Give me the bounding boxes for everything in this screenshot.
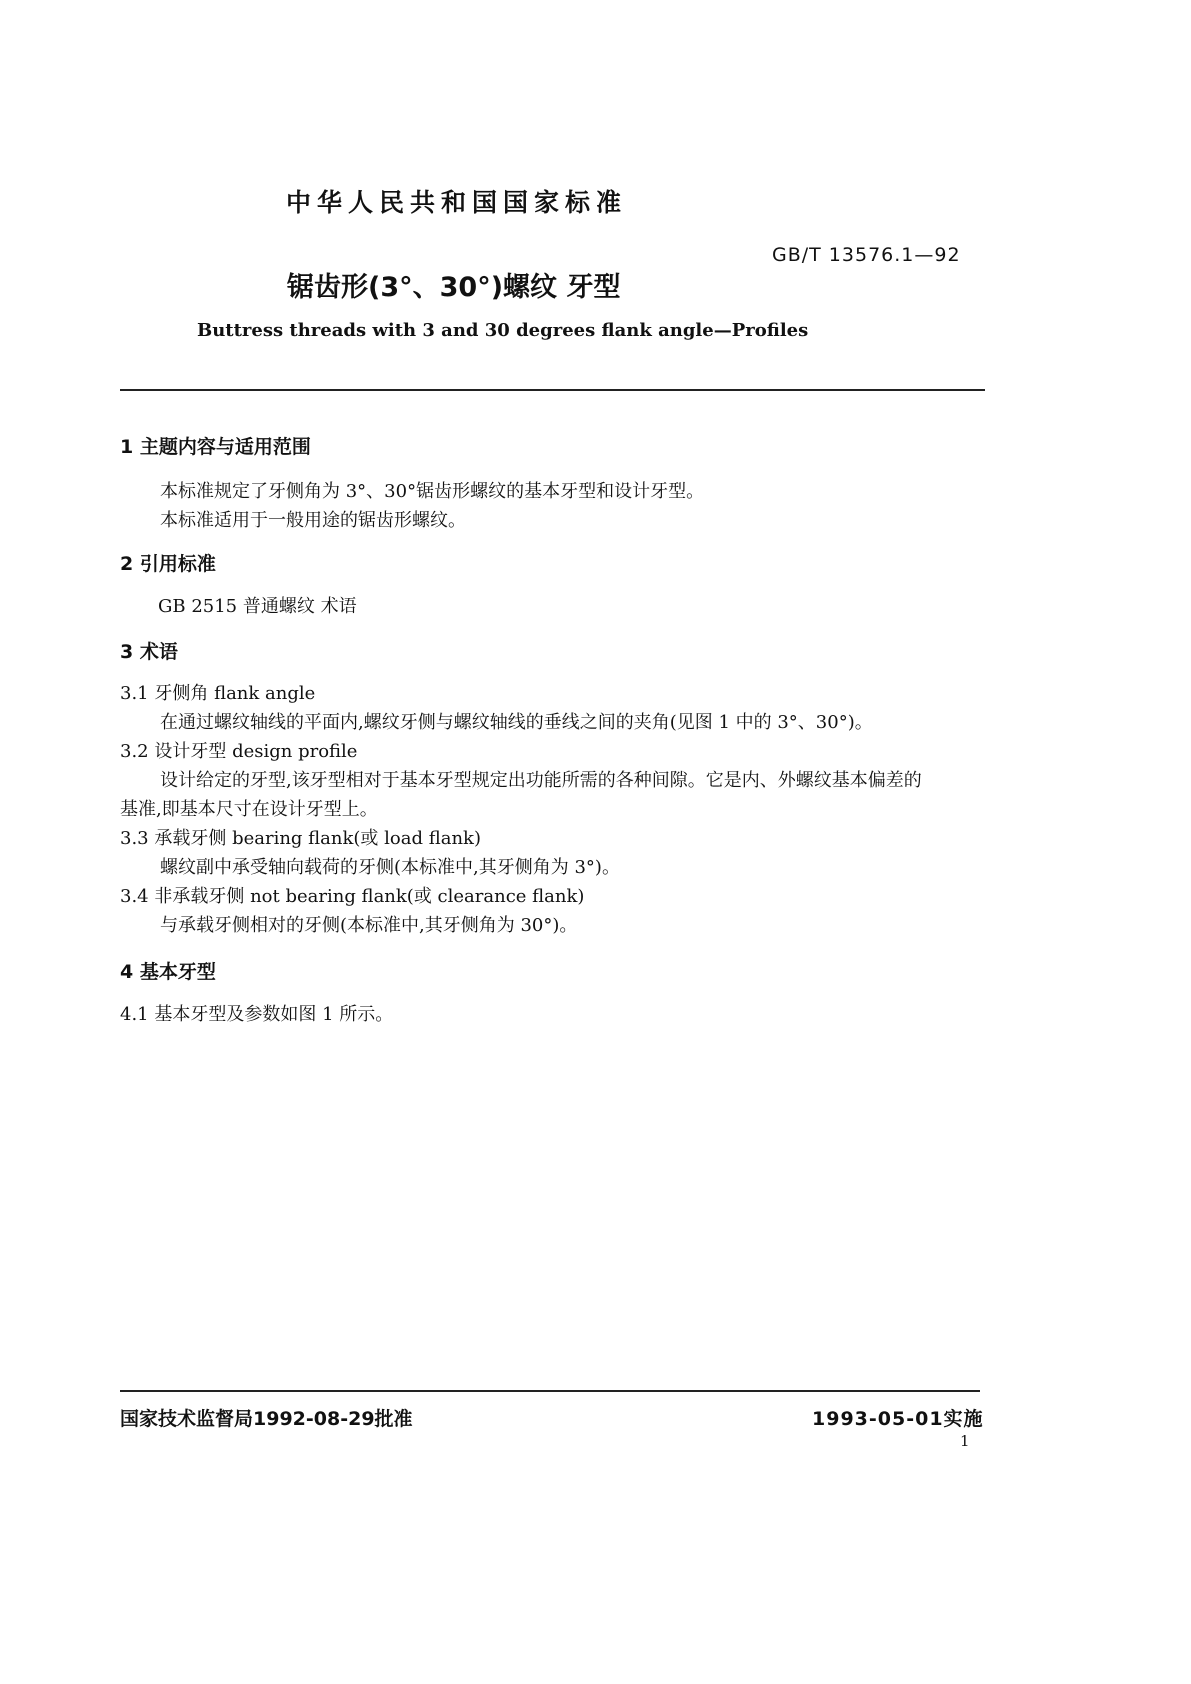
section-2-reference: GB 2515 普通螺纹 术语 (158, 596, 357, 617)
term-3-1-label: 3.1 牙侧角 flank angle (120, 683, 316, 704)
page-number: 1 (960, 1432, 970, 1450)
standard-number: GB/T 13576.1—92 (772, 244, 961, 266)
national-standard-title: 中华人民共和国国家标准 (286, 188, 628, 217)
term-3-4-label: 3.4 非承载牙侧 not bearing flank(或 clearance flank) (120, 886, 585, 907)
section-4-heading: 4 基本牙型 (120, 961, 216, 983)
document-title-en: Buttress threads with 3 and 30 degrees flank angle—Profiles (197, 320, 809, 341)
effective-date: 1993-05-01实施 (812, 1408, 984, 1430)
term-3-4-definition: 与承载牙侧相对的牙侧(本标准中,其牙侧角为 30°)。 (160, 915, 578, 936)
section-1-paragraph-1: 本标准规定了牙侧角为 3°、30°锯齿形螺纹的基本牙型和设计牙型。 (160, 481, 705, 502)
term-3-2-definition-cont: 基准,即基本尺寸在设计牙型上。 (120, 799, 378, 820)
document-title-cn: 锯齿形(3°、30°)螺纹 牙型 (287, 272, 621, 303)
section-3-heading: 3 术语 (120, 641, 178, 663)
approval-line: 国家技术监督局1992-08-29批准 (120, 1408, 413, 1430)
section-1-paragraph-2: 本标准适用于一般用途的锯齿形螺纹。 (160, 510, 466, 531)
term-3-2-label: 3.2 设计牙型 design profile (120, 741, 358, 762)
term-3-3-label: 3.3 承载牙侧 bearing flank(或 load flank) (120, 828, 481, 849)
term-3-2-definition: 设计给定的牙型,该牙型相对于基本牙型规定出功能所需的各种间隙。它是内、外螺纹基本偏差的 (160, 770, 922, 791)
section-1-heading: 1 主题内容与适用范围 (120, 436, 311, 458)
term-3-3-definition: 螺纹副中承受轴向载荷的牙侧(本标准中,其牙侧角为 3°)。 (160, 857, 620, 878)
section-2-heading: 2 引用标准 (120, 553, 216, 575)
header-divider (120, 389, 985, 391)
footer-divider (120, 1390, 980, 1392)
term-3-1-definition: 在通过螺纹轴线的平面内,螺纹牙侧与螺纹轴线的垂线之间的夹角(见图 1 中的 3°、30°)。 (160, 712, 873, 733)
section-4-1-text: 4.1 基本牙型及参数如图 1 所示。 (120, 1004, 394, 1025)
